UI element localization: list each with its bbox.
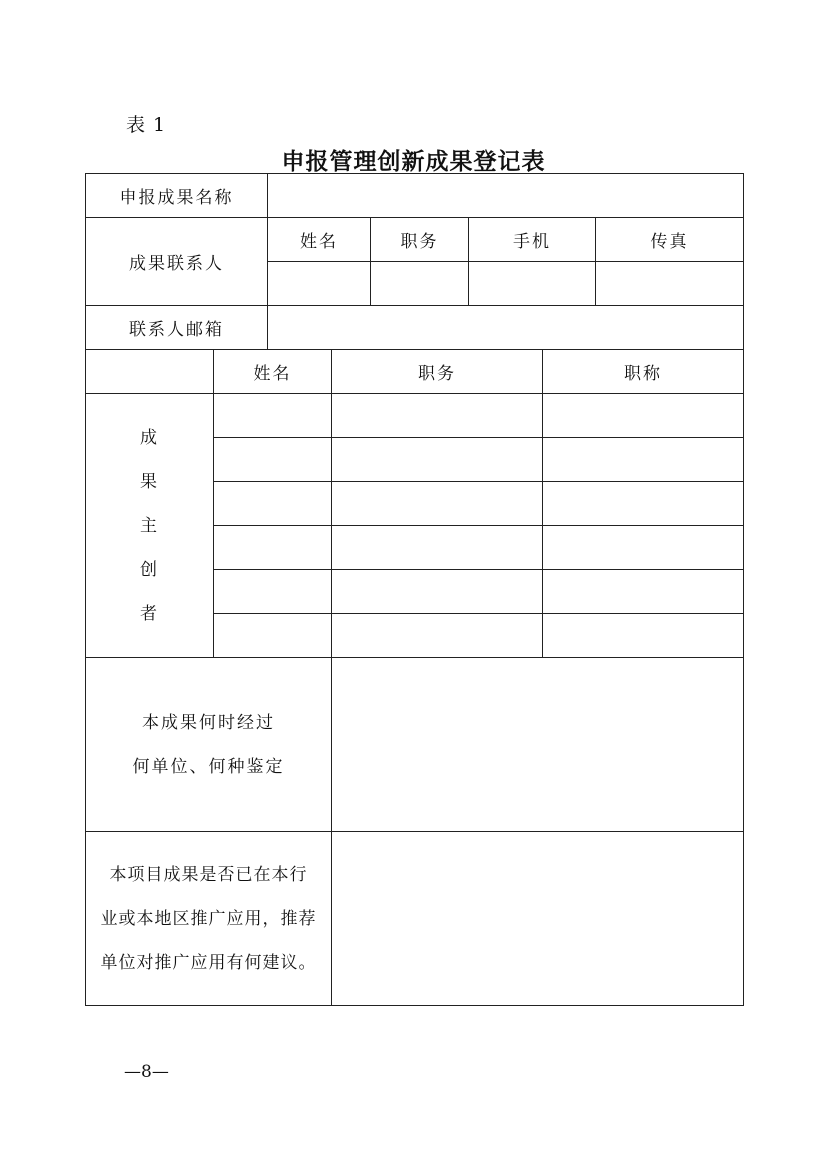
contact-col-name: 姓名 xyxy=(268,218,371,262)
contact-col-mobile: 手机 xyxy=(469,218,596,262)
creators-label-char: 创 xyxy=(140,559,159,580)
appraisal-label xyxy=(86,658,332,832)
contact-col-position: 职务 xyxy=(371,218,469,262)
promotion-label-line: 本项目成果是否已在本行 xyxy=(109,864,308,885)
creator-position-field[interactable] xyxy=(332,570,543,614)
achievement-name-label: 申报成果名称 xyxy=(86,174,268,218)
creator-col-position: 职务 xyxy=(332,350,543,394)
contact-email-label: 联系人邮箱 xyxy=(86,306,268,350)
creator-position-field[interactable] xyxy=(332,482,543,526)
creator-name-field[interactable] xyxy=(214,394,332,438)
page-number: —8— xyxy=(124,1062,169,1082)
creator-name-field[interactable] xyxy=(214,614,332,658)
creator-col-name: 姓名 xyxy=(214,350,332,394)
creator-name-field[interactable] xyxy=(214,482,332,526)
creators-label xyxy=(86,394,214,658)
creator-col-title: 职称 xyxy=(543,350,744,394)
appraisal-label-line: 本成果何时经过 xyxy=(142,712,275,733)
creators-label-char: 果 xyxy=(140,471,159,492)
creator-position-field[interactable] xyxy=(332,614,543,658)
creator-name-field[interactable] xyxy=(214,526,332,570)
creator-title-field[interactable] xyxy=(543,570,744,614)
creators-label-char: 者 xyxy=(140,603,159,624)
promotion-label-line: 业或本地区推广应用，推荐 xyxy=(100,908,317,929)
creator-name-field[interactable] xyxy=(214,438,332,482)
creator-title-field[interactable] xyxy=(543,438,744,482)
registration-form-table xyxy=(85,173,744,1006)
creator-title-field[interactable] xyxy=(543,394,744,438)
promotion-label xyxy=(86,832,332,1006)
promotion-field[interactable] xyxy=(332,832,744,1006)
creator-position-field[interactable] xyxy=(332,438,543,482)
creator-position-field[interactable] xyxy=(332,526,543,570)
creator-title-field[interactable] xyxy=(543,526,744,570)
contact-col-fax: 传真 xyxy=(596,218,744,262)
promotion-label-line: 单位对推广应用有何建议。 xyxy=(100,952,317,973)
contact-position-field[interactable] xyxy=(371,262,469,306)
creator-title-field[interactable] xyxy=(543,614,744,658)
creator-position-field[interactable] xyxy=(332,394,543,438)
creator-title-field[interactable] xyxy=(543,482,744,526)
achievement-name-field[interactable] xyxy=(268,174,744,218)
creator-name-field[interactable] xyxy=(214,570,332,614)
form-title: 申报管理创新成果登记表 xyxy=(281,148,546,175)
creators-label-char: 主 xyxy=(140,515,159,536)
contact-mobile-field[interactable] xyxy=(469,262,596,306)
contact-name-field[interactable] xyxy=(268,262,371,306)
table-label: 表 1 xyxy=(126,114,167,136)
contact-email-field[interactable] xyxy=(268,306,744,350)
appraisal-field[interactable] xyxy=(332,658,744,832)
creator-header-blank xyxy=(86,350,214,394)
contact-person-label: 成果联系人 xyxy=(86,218,268,306)
creators-label-char: 成 xyxy=(140,427,159,448)
appraisal-label-line: 何单位、何种鉴定 xyxy=(132,756,285,777)
contact-fax-field[interactable] xyxy=(596,262,744,306)
